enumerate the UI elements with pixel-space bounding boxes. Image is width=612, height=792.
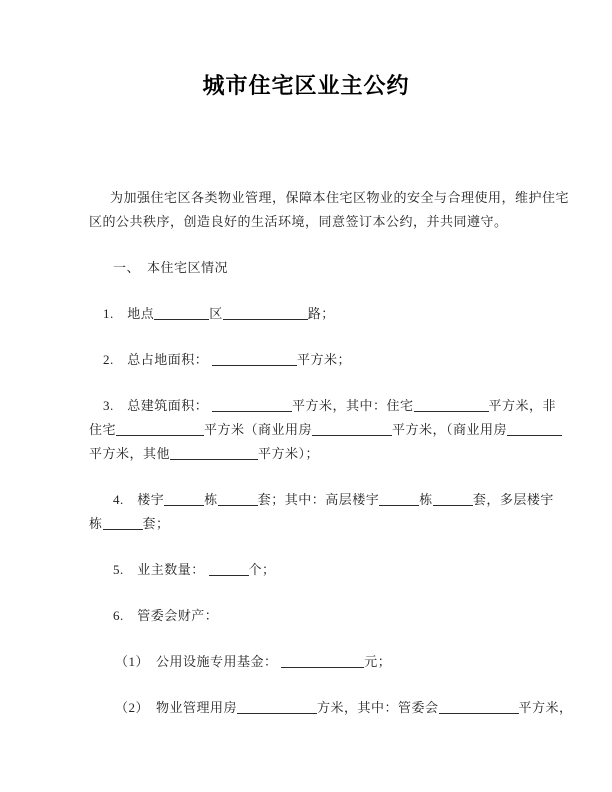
text-run: 路； [307, 306, 335, 321]
text-run: 元； [364, 654, 392, 669]
fill-in-blank[interactable] [223, 306, 308, 320]
text-run: 套，多层楼宇 [472, 492, 554, 507]
item-2-total-land-area [89, 348, 523, 372]
text-line [89, 442, 523, 466]
item-6-sub-1-public-facility-fund [89, 650, 523, 674]
fill-in-blank[interactable] [237, 700, 317, 714]
text-run: 2. 总占地面积： [103, 352, 213, 367]
text-line [89, 256, 523, 280]
text-line [89, 488, 554, 512]
text-run: 3. 总建筑面积： [103, 398, 213, 413]
fill-in-blank[interactable] [212, 398, 292, 412]
text-line [89, 604, 523, 628]
text-run: 5. 业主数量： [113, 562, 209, 577]
text-line [89, 558, 523, 582]
item-5-owner-count [89, 558, 523, 582]
text-run: 区 [209, 306, 223, 321]
fill-in-blank[interactable] [218, 492, 258, 506]
text-run: 栋 [89, 516, 103, 531]
text-line [89, 512, 523, 536]
text-run: 平方米，非 [488, 398, 557, 413]
text-line [89, 696, 573, 720]
text-line [89, 418, 523, 442]
document-title: 城市住宅区业主公约 [202, 73, 410, 98]
item-3-total-floor-area [89, 394, 557, 466]
text-run: 平方米， [518, 700, 573, 715]
fill-in-blank[interactable] [433, 492, 473, 506]
item-1-location [89, 302, 523, 326]
text-line [89, 394, 557, 418]
item-6-sub-2-management-premises [89, 696, 573, 720]
fill-in-blank[interactable] [379, 492, 419, 506]
fill-in-blank[interactable] [212, 352, 297, 366]
text-run: （1） 公用设施专用基金： [115, 654, 282, 669]
text-run: 栋 [419, 492, 433, 507]
text-run: 平方米，其他 [89, 446, 171, 461]
text-run: 栋 [204, 492, 218, 507]
fill-in-blank[interactable] [209, 562, 249, 576]
text-line [89, 650, 523, 674]
fill-in-blank[interactable] [281, 654, 364, 668]
text-run: 为加强住宅区各类物业管理，保障本住宅区物业的安全与合理使用，维护住宅 [110, 190, 570, 205]
text-run: 6. 管委会财产： [113, 608, 219, 623]
text-line [89, 348, 523, 372]
text-run: 4. 楼宇 [113, 492, 165, 507]
text-run: 区的公共秩序，创造良好的生活环境，同意签订本公约，并共同遵守。 [89, 214, 508, 229]
text-run: （2） 物业管理用房 [115, 700, 238, 715]
text-run: 平方米，（商业用房 [392, 422, 508, 437]
fill-in-blank[interactable] [414, 398, 489, 412]
text-run: 套；其中：高层楼宇 [257, 492, 380, 507]
fill-in-blank[interactable] [116, 422, 204, 436]
text-run: 一、 本住宅区情况 [113, 260, 229, 275]
text-run: 平方米，其中：住宅 [292, 398, 414, 413]
item-4-buildings [89, 488, 554, 536]
text-run: 个； [248, 562, 276, 577]
text-line [89, 302, 523, 326]
fill-in-blank[interactable] [103, 516, 143, 530]
fill-in-blank[interactable] [170, 446, 258, 460]
text-line [89, 186, 570, 210]
fill-in-blank[interactable] [507, 422, 562, 436]
text-run: 住宅 [89, 422, 117, 437]
fill-in-blank[interactable] [154, 306, 209, 320]
document-body [89, 186, 573, 720]
section-1-heading [89, 256, 523, 280]
text-run: 平方米（商业用房 [204, 422, 313, 437]
fill-in-blank[interactable] [439, 700, 519, 714]
text-run: 1. 地点 [103, 306, 155, 321]
text-line [89, 210, 523, 234]
text-run: 方米，其中：管委会 [317, 700, 439, 715]
item-6-committee-property [89, 604, 523, 628]
intro-paragraph [89, 186, 570, 234]
fill-in-blank[interactable] [164, 492, 204, 506]
text-run: 平方米； [297, 352, 352, 367]
fill-in-blank[interactable] [312, 422, 392, 436]
text-run: 套； [142, 516, 170, 531]
text-run: 平方米）； [258, 446, 320, 461]
